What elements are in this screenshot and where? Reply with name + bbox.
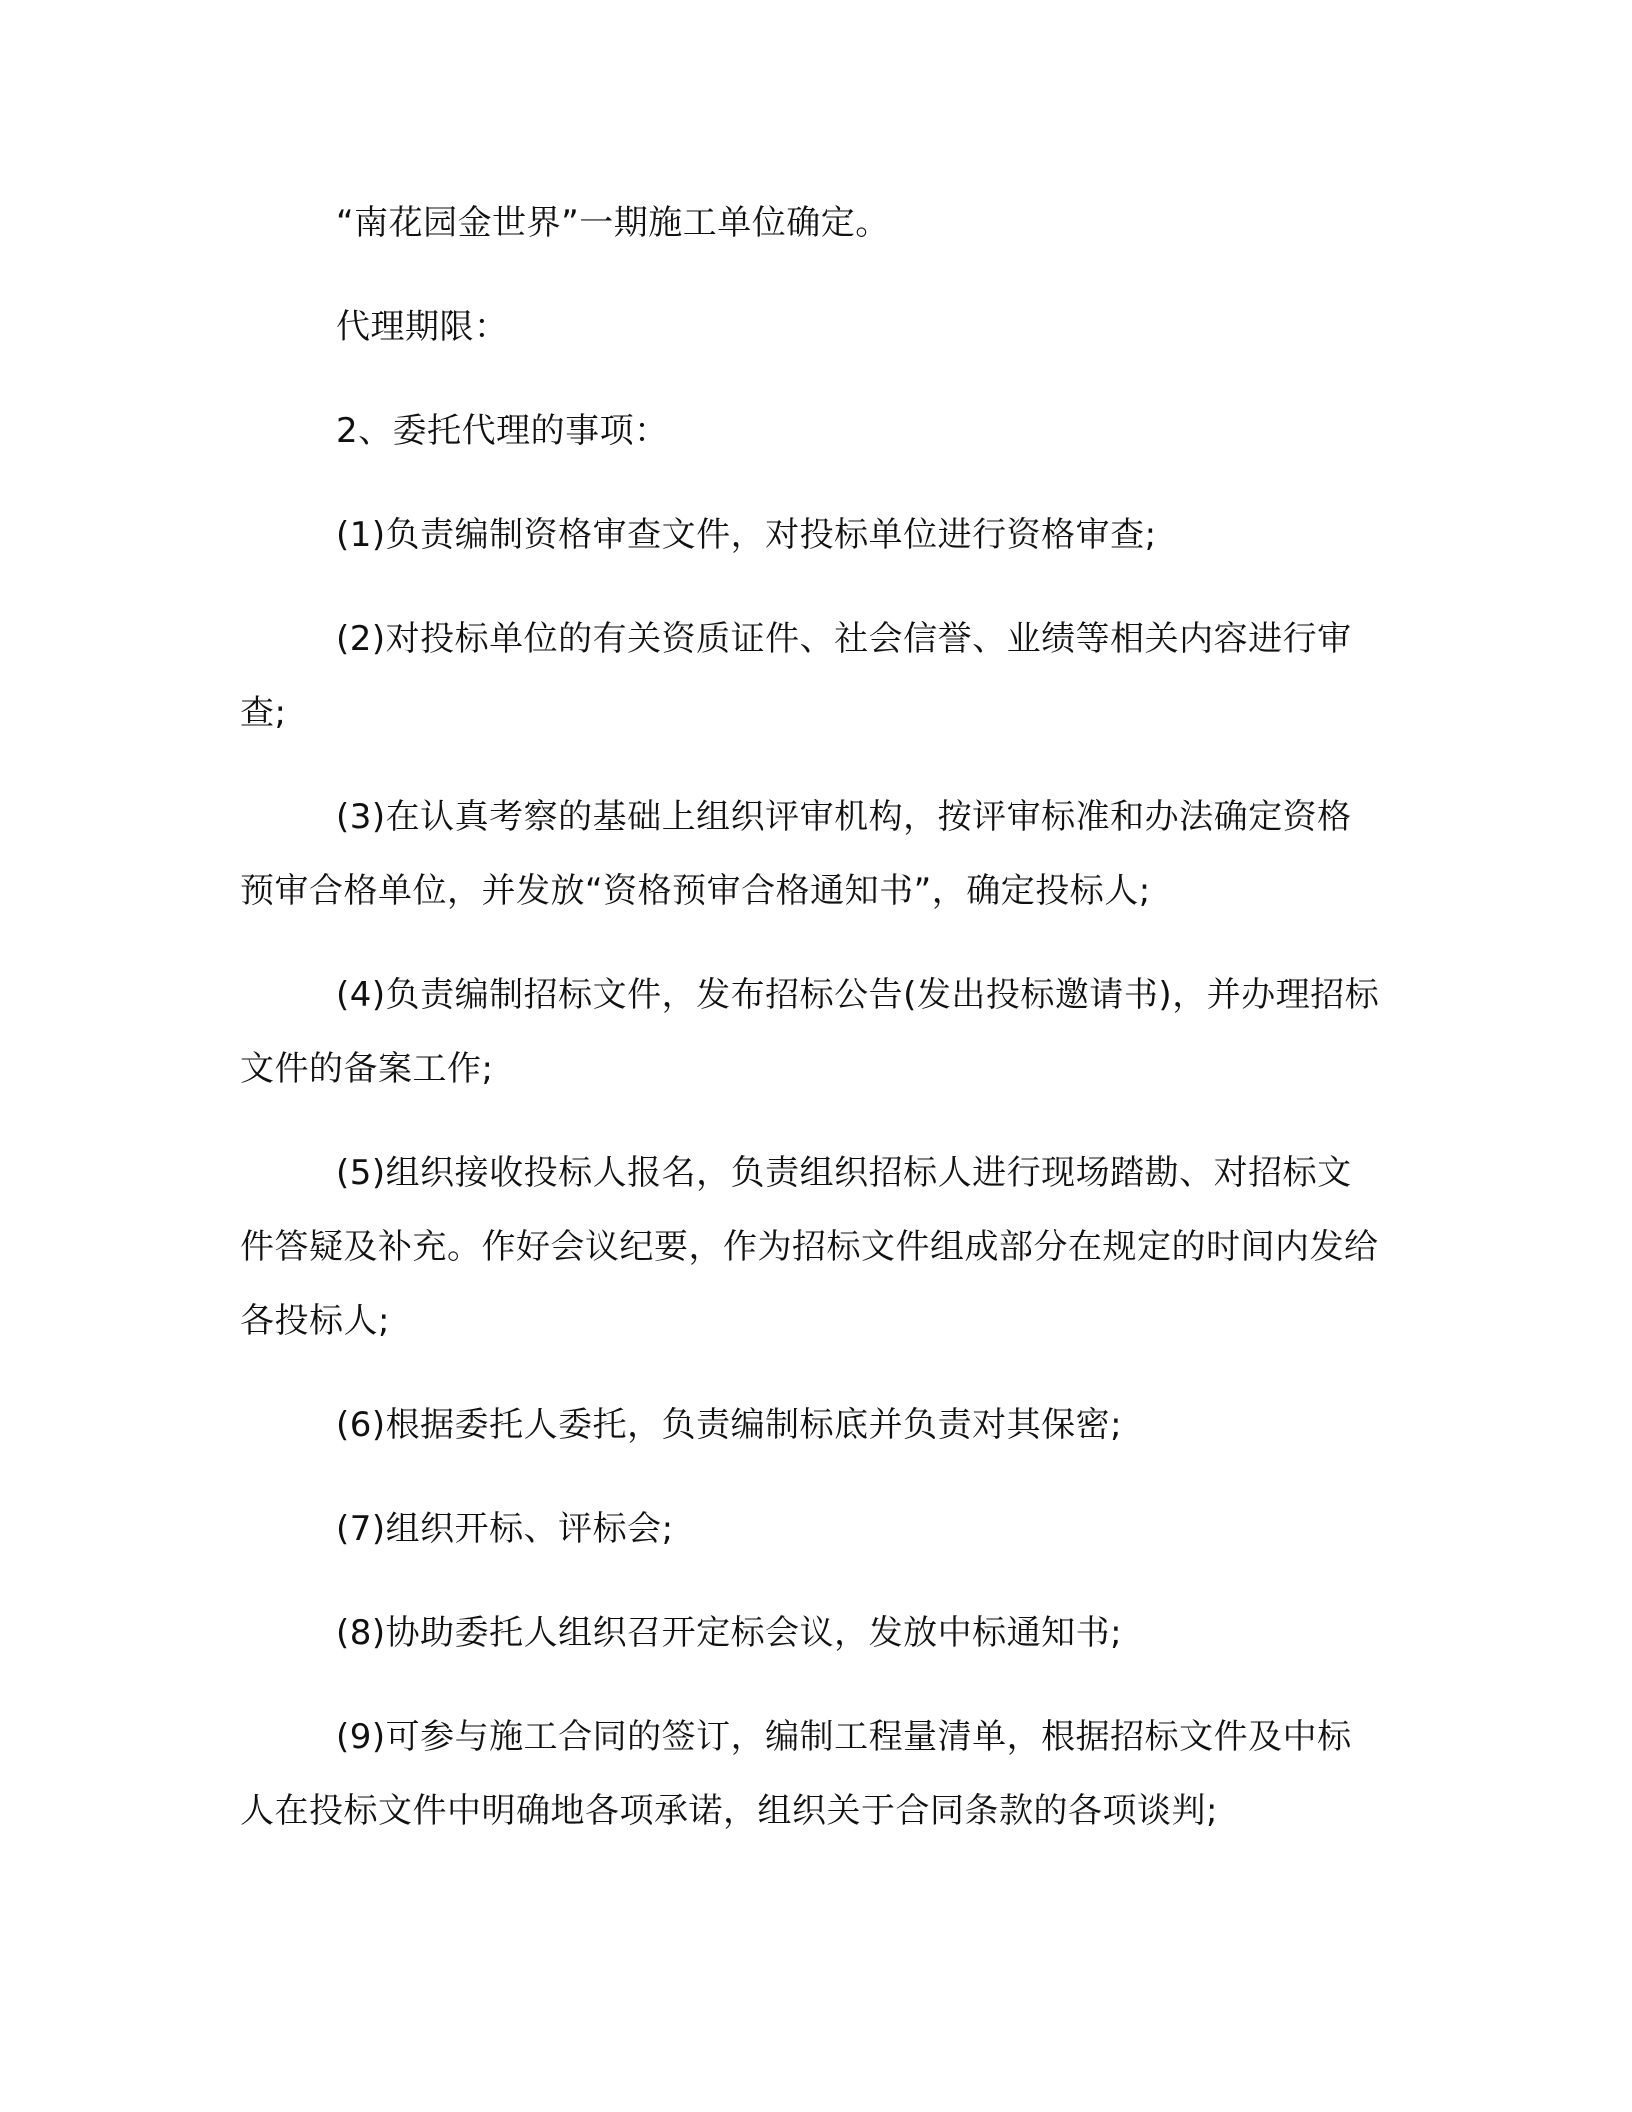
paragraph-item-4: (4)负责编制招标文件，发布招标公告(发出投标邀请书)，并办理招标文件的备案工作; [240, 975, 1380, 1089]
paragraph-item-2: (2)对投标单位的有关资质证件、社会信誉、业绩等相关内容进行审查; [240, 619, 1352, 733]
document-body [240, 186, 1380, 1848]
paragraph-project-title: “南花园金世界”一期施工单位确定。 [336, 203, 890, 243]
paragraph-item-6: (6)根据委托人委托，负责编制标底并负责对其保密; [336, 1405, 1123, 1445]
paragraph-item-9: (9)可参与施工合同的签订，编制工程量清单，根据招标文件及中标人在投标文件中明确地各项承诺，组织关于合同条款的各项谈判; [240, 1717, 1352, 1831]
paragraph-item-7: (7)组织开标、评标会; [336, 1509, 674, 1549]
paragraph-item-1: (1)负责编制资格审查文件，对投标单位进行资格审查; [336, 515, 1157, 555]
paragraph-item-3: (3)在认真考察的基础上组织评审机构，按评审标准和办法确定资格预审合格单位，并发放“资格预审合格通知书”，确定投标人; [240, 797, 1352, 911]
paragraph-section-heading: 2、委托代理的事项： [336, 411, 669, 451]
paragraph-agency-period: 代理期限： [336, 307, 509, 347]
paragraph-item-5: (5)组织接收投标人报名，负责组织招标人进行现场踏勘、对招标文件答疑及补充。作好会议纪要，作为招标文件组成部分在规定的时间内发给各投标人; [240, 1153, 1379, 1341]
paragraph-item-8: (8)协助委托人组织召开定标会议，发放中标通知书; [336, 1613, 1123, 1653]
